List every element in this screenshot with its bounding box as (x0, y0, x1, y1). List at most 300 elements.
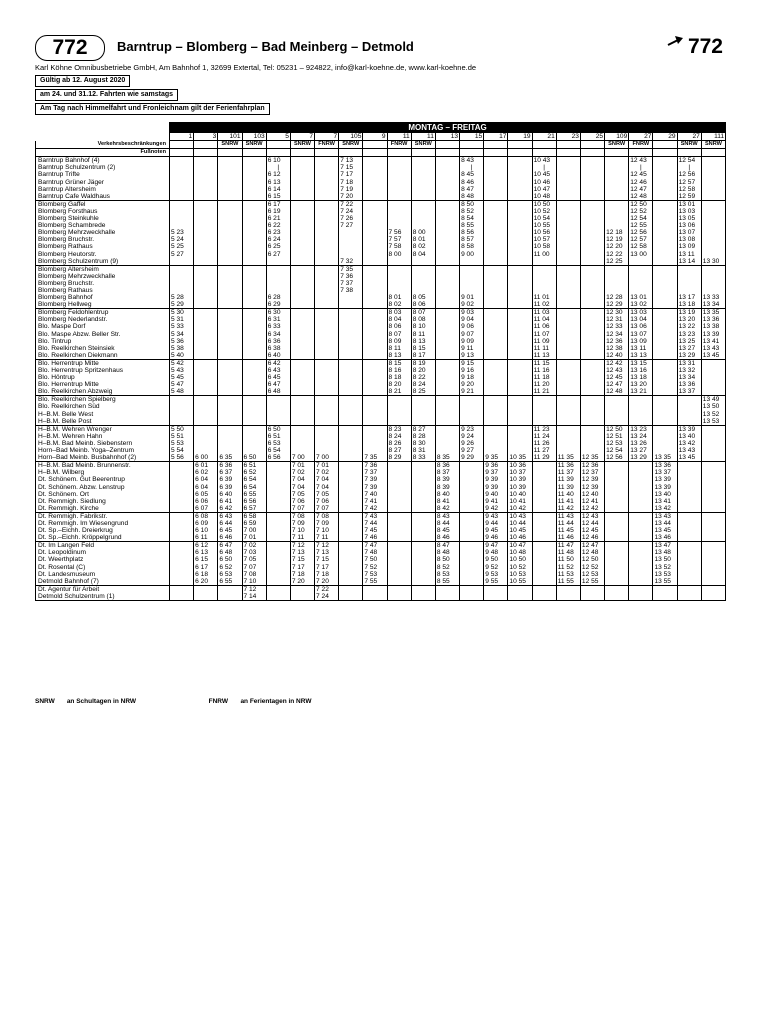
departure-time: 11 35 (556, 454, 580, 462)
departure-time: 12 45 (580, 527, 604, 534)
departure-time (170, 171, 194, 178)
departure-time (653, 338, 677, 345)
departure-time (242, 294, 266, 301)
stop-name: Dt. Leopoldinum (36, 549, 170, 556)
departure-time (435, 215, 459, 222)
departure-time: 8 27 (411, 425, 435, 433)
departure-time (629, 273, 653, 280)
departure-time: 7 47 (363, 542, 387, 550)
departure-time (532, 527, 556, 534)
departure-time (266, 527, 290, 534)
departure-time (218, 374, 242, 381)
departure-time (194, 280, 218, 287)
departure-time (435, 236, 459, 243)
departure-time: 13 50 (653, 556, 677, 563)
restriction-code (556, 141, 580, 149)
departure-time (194, 316, 218, 323)
stop-row (36, 251, 726, 258)
departure-time (170, 476, 194, 483)
departure-time (387, 186, 411, 193)
departure-time (218, 418, 242, 426)
stop-row (36, 512, 726, 520)
stop-row (36, 585, 726, 593)
departure-time (170, 411, 194, 418)
departure-time (315, 186, 339, 193)
timetable (35, 122, 725, 601)
departure-time: 10 48 (508, 549, 532, 556)
trip-number: 17 (484, 133, 508, 141)
departure-time (677, 527, 701, 534)
departure-time (266, 520, 290, 527)
departure-time (266, 273, 290, 280)
departure-time (605, 593, 629, 601)
departure-time (701, 498, 725, 505)
departure-time (315, 301, 339, 309)
departure-time (387, 564, 411, 571)
departure-time (580, 433, 604, 440)
departure-time (508, 403, 532, 410)
departure-time (460, 520, 484, 527)
departure-time: 13 07 (629, 331, 653, 338)
departure-time (218, 403, 242, 410)
departure-time (556, 258, 580, 266)
departure-time (460, 418, 484, 426)
departure-time (290, 433, 314, 440)
stop-row (36, 462, 726, 470)
departure-time (194, 265, 218, 273)
departure-time (339, 301, 363, 309)
departure-time (460, 258, 484, 266)
departure-time: | (460, 164, 484, 171)
departure-time: 6 40 (266, 352, 290, 360)
departure-time (242, 323, 266, 330)
departure-time (629, 534, 653, 542)
departure-time (290, 243, 314, 250)
departure-time (194, 403, 218, 410)
stop-name: Blomberg Schambrede (36, 222, 170, 229)
departure-time (194, 179, 218, 186)
departure-time (556, 338, 580, 345)
departure-time (339, 556, 363, 563)
departure-time (556, 171, 580, 178)
departure-time (580, 418, 604, 426)
departure-time (315, 164, 339, 171)
departure-time (218, 396, 242, 404)
departure-time (339, 345, 363, 352)
stop-row (36, 280, 726, 287)
departure-time (484, 381, 508, 388)
departure-time (677, 542, 701, 550)
departure-time: 13 26 (629, 440, 653, 447)
departure-time (580, 243, 604, 250)
departure-time (653, 186, 677, 193)
departure-time (218, 345, 242, 352)
departure-time (629, 505, 653, 513)
departure-time (508, 258, 532, 266)
departure-time (605, 164, 629, 171)
departure-time (315, 157, 339, 165)
departure-time (170, 564, 194, 571)
legend-code-fnrw: FNRW (208, 698, 229, 705)
departure-time: 8 33 (411, 454, 435, 462)
departure-time: 10 41 (508, 498, 532, 505)
departure-time (653, 593, 677, 601)
departure-time (339, 309, 363, 317)
departure-time (170, 418, 194, 426)
departure-time (218, 338, 242, 345)
departure-time: 6 54 (242, 484, 266, 491)
footnotes-label: Fußnoten (36, 149, 170, 157)
stop-row (36, 454, 726, 462)
departure-time (411, 462, 435, 470)
departure-time: 12 31 (605, 316, 629, 323)
departure-time (701, 243, 725, 250)
departure-time (266, 512, 290, 520)
stop-row (36, 208, 726, 215)
legend (35, 698, 311, 705)
departure-time: 8 05 (411, 294, 435, 301)
departure-time (170, 498, 194, 505)
departure-time (605, 171, 629, 178)
departure-time (363, 433, 387, 440)
departure-time (460, 571, 484, 578)
departure-time: 9 41 (484, 498, 508, 505)
departure-time: 11 16 (532, 367, 556, 374)
departure-time (677, 491, 701, 498)
departure-time: 12 43 (629, 157, 653, 165)
departure-time: 7 40 (363, 491, 387, 498)
departure-time (290, 200, 314, 208)
departure-time: 13 02 (629, 301, 653, 309)
departure-time: 11 37 (556, 469, 580, 476)
departure-time (218, 193, 242, 201)
departure-time (677, 505, 701, 513)
departure-time: 6 15 (194, 556, 218, 563)
stop-name: Horn–Bad Meinb. Yoga–Zentrum (36, 447, 170, 454)
departure-time (484, 447, 508, 454)
stop-row (36, 484, 726, 491)
departure-time: 8 23 (387, 425, 411, 433)
stop-name: Dt. Rosental (C) (36, 564, 170, 571)
departure-time: 13 43 (677, 447, 701, 454)
departure-time (315, 331, 339, 338)
route-title: Barntrup – Blomberg – Bad Meinberg – Detmold (117, 39, 414, 54)
departure-time (701, 208, 725, 215)
departure-time (435, 294, 459, 301)
departure-time: 7 12 (315, 542, 339, 550)
departure-time (508, 193, 532, 201)
departure-time: 11 21 (532, 388, 556, 396)
departure-time (170, 505, 194, 513)
departure-time: 11 03 (532, 309, 556, 317)
departure-time (411, 476, 435, 483)
departure-time (580, 258, 604, 266)
departure-time (605, 287, 629, 294)
departure-time: 6 40 (218, 491, 242, 498)
departure-time (508, 301, 532, 309)
departure-time (194, 193, 218, 201)
departure-time: 6 30 (266, 309, 290, 317)
departure-time (629, 498, 653, 505)
departure-time: 13 36 (677, 381, 701, 388)
departure-time (460, 403, 484, 410)
departure-time: 13 45 (701, 352, 725, 360)
departure-time (629, 469, 653, 476)
departure-time: 12 36 (605, 338, 629, 345)
departure-time (605, 157, 629, 165)
stop-name: H–B.M. Wehren Hahn (36, 433, 170, 440)
departure-time: 6 47 (218, 542, 242, 550)
departure-time: 7 05 (290, 491, 314, 498)
stop-row (36, 331, 726, 338)
departure-time (266, 403, 290, 410)
departure-time (580, 352, 604, 360)
departure-time (484, 251, 508, 258)
departure-time: 8 31 (411, 447, 435, 454)
departure-time (677, 403, 701, 410)
departure-time: 11 46 (556, 534, 580, 542)
departure-time: 13 35 (653, 454, 677, 462)
departure-time (605, 520, 629, 527)
departure-time (484, 359, 508, 367)
departure-time (484, 186, 508, 193)
departure-time (290, 229, 314, 236)
departure-time (242, 208, 266, 215)
departure-time (387, 527, 411, 534)
departure-time: 8 07 (387, 331, 411, 338)
departure-time (556, 403, 580, 410)
departure-time: 9 01 (460, 294, 484, 301)
departure-time (677, 273, 701, 280)
stop-row (36, 338, 726, 345)
departure-time (677, 396, 701, 404)
departure-time: 8 25 (411, 388, 435, 396)
departure-time (242, 265, 266, 273)
departure-time (556, 447, 580, 454)
stop-row (36, 359, 726, 367)
restriction-code (170, 141, 194, 149)
departure-time: 13 44 (653, 520, 677, 527)
departure-time: 8 16 (387, 367, 411, 374)
departure-time (266, 556, 290, 563)
departure-time (653, 381, 677, 388)
departure-time: 12 54 (677, 157, 701, 165)
trip-number: 27 (629, 133, 653, 141)
departure-time: 6 37 (218, 469, 242, 476)
departure-time (701, 454, 725, 462)
departure-time (580, 425, 604, 433)
departure-time: 11 00 (532, 251, 556, 258)
departure-time (653, 403, 677, 410)
departure-time (315, 381, 339, 388)
departure-time: 8 07 (411, 309, 435, 317)
departure-time (653, 171, 677, 178)
departure-time: 8 40 (435, 491, 459, 498)
departure-time (532, 498, 556, 505)
departure-time (580, 273, 604, 280)
departure-time: 10 55 (532, 222, 556, 229)
departure-time: 8 10 (411, 323, 435, 330)
departure-time: 6 33 (266, 323, 290, 330)
departure-time (653, 388, 677, 396)
departure-time: 6 11 (194, 534, 218, 542)
departure-time (170, 164, 194, 171)
departure-time (242, 171, 266, 178)
departure-time: 7 18 (315, 571, 339, 578)
departure-time (605, 476, 629, 483)
departure-time: 13 23 (677, 331, 701, 338)
restriction-code (435, 141, 459, 149)
departure-time (194, 229, 218, 236)
departure-time (411, 505, 435, 513)
departure-time (242, 367, 266, 374)
departure-time (629, 258, 653, 266)
departure-time (556, 323, 580, 330)
departure-time (556, 200, 580, 208)
departure-time (339, 294, 363, 301)
departure-time: 11 36 (556, 462, 580, 470)
departure-time (653, 229, 677, 236)
departure-time: 6 12 (266, 171, 290, 178)
departure-time (315, 179, 339, 186)
departure-time (387, 193, 411, 201)
departure-time (629, 578, 653, 586)
departure-time (266, 418, 290, 426)
stop-row (36, 505, 726, 513)
departure-time (435, 418, 459, 426)
departure-time (339, 534, 363, 542)
departure-time (387, 164, 411, 171)
departure-time: 7 42 (363, 505, 387, 513)
departure-time: 11 09 (532, 338, 556, 345)
departure-time (315, 243, 339, 250)
departure-time: 6 02 (194, 469, 218, 476)
departure-time (411, 215, 435, 222)
departure-time (339, 251, 363, 258)
departure-time (677, 593, 701, 601)
departure-time: 7 05 (242, 556, 266, 563)
departure-time (242, 403, 266, 410)
departure-time: 9 53 (484, 571, 508, 578)
departure-time: 13 04 (629, 316, 653, 323)
departure-time (580, 447, 604, 454)
departure-time: 5 34 (170, 331, 194, 338)
departure-time (605, 193, 629, 201)
departure-time (290, 273, 314, 280)
departure-time: 7 02 (290, 469, 314, 476)
departure-time (194, 359, 218, 367)
trip-number: 109 (605, 133, 629, 141)
departure-time: 7 36 (339, 273, 363, 280)
stop-name: Blo. Tintrup (36, 338, 170, 345)
departure-time (629, 476, 653, 483)
departure-time: 8 18 (387, 374, 411, 381)
departure-time (556, 433, 580, 440)
stop-name: Barntrup Trifte (36, 171, 170, 178)
departure-time (411, 265, 435, 273)
departure-time: 6 52 (242, 469, 266, 476)
departure-time (290, 258, 314, 266)
departure-time: 13 20 (677, 316, 701, 323)
departure-time (701, 549, 725, 556)
departure-time: 6 42 (266, 359, 290, 367)
departure-time (484, 280, 508, 287)
stop-name: Blomberg Heutorstr. (36, 251, 170, 258)
stop-name: H–B.M. Bad Meinb. Siebenstern (36, 440, 170, 447)
departure-time: 6 19 (266, 208, 290, 215)
departure-time (484, 403, 508, 410)
departure-time (242, 309, 266, 317)
departure-time (677, 469, 701, 476)
departure-time: 6 43 (266, 367, 290, 374)
departure-time: 13 15 (629, 359, 653, 367)
departure-time (242, 381, 266, 388)
departure-time: 6 08 (194, 512, 218, 520)
departure-time (290, 403, 314, 410)
departure-time (532, 396, 556, 404)
departure-time (484, 338, 508, 345)
departure-time (339, 571, 363, 578)
departure-time: 6 45 (266, 374, 290, 381)
departure-time: 12 18 (605, 229, 629, 236)
departure-time: 8 29 (387, 454, 411, 462)
departure-time: 11 26 (532, 440, 556, 447)
departure-time (290, 164, 314, 171)
departure-time: 13 29 (629, 454, 653, 462)
departure-time (605, 564, 629, 571)
departure-time: 8 30 (411, 440, 435, 447)
departure-time (701, 280, 725, 287)
departure-time (653, 411, 677, 418)
departure-time (484, 265, 508, 273)
departure-time (170, 556, 194, 563)
departure-time (411, 564, 435, 571)
departure-time: 7 35 (363, 454, 387, 462)
departure-time (435, 352, 459, 360)
departure-time (315, 222, 339, 229)
departure-time: 10 53 (508, 571, 532, 578)
departure-time (339, 549, 363, 556)
departure-time: 11 44 (556, 520, 580, 527)
day-band-label: MONTAG – FREITAG (170, 122, 726, 133)
departure-time (218, 585, 242, 593)
departure-time (266, 498, 290, 505)
departure-time: 6 50 (218, 556, 242, 563)
departure-time (411, 571, 435, 578)
departure-time (629, 491, 653, 498)
departure-time (170, 571, 194, 578)
departure-time: 10 50 (508, 556, 532, 563)
departure-time (580, 585, 604, 593)
departure-time (266, 258, 290, 266)
departure-time (315, 345, 339, 352)
departure-time (484, 331, 508, 338)
departure-time: 7 37 (363, 469, 387, 476)
departure-time: 6 57 (242, 505, 266, 513)
trip-number: 23 (556, 133, 580, 141)
departure-time (653, 447, 677, 454)
stop-name: Blo. Herrentrup Spritzenhaus (36, 367, 170, 374)
departure-time: 13 25 (677, 338, 701, 345)
departure-time (290, 440, 314, 447)
departure-time (701, 171, 725, 178)
departure-time: 10 42 (508, 505, 532, 513)
departure-time: 12 46 (629, 179, 653, 186)
departure-time (387, 578, 411, 586)
departure-time (653, 374, 677, 381)
departure-time (218, 215, 242, 222)
departure-time: 6 54 (242, 476, 266, 483)
